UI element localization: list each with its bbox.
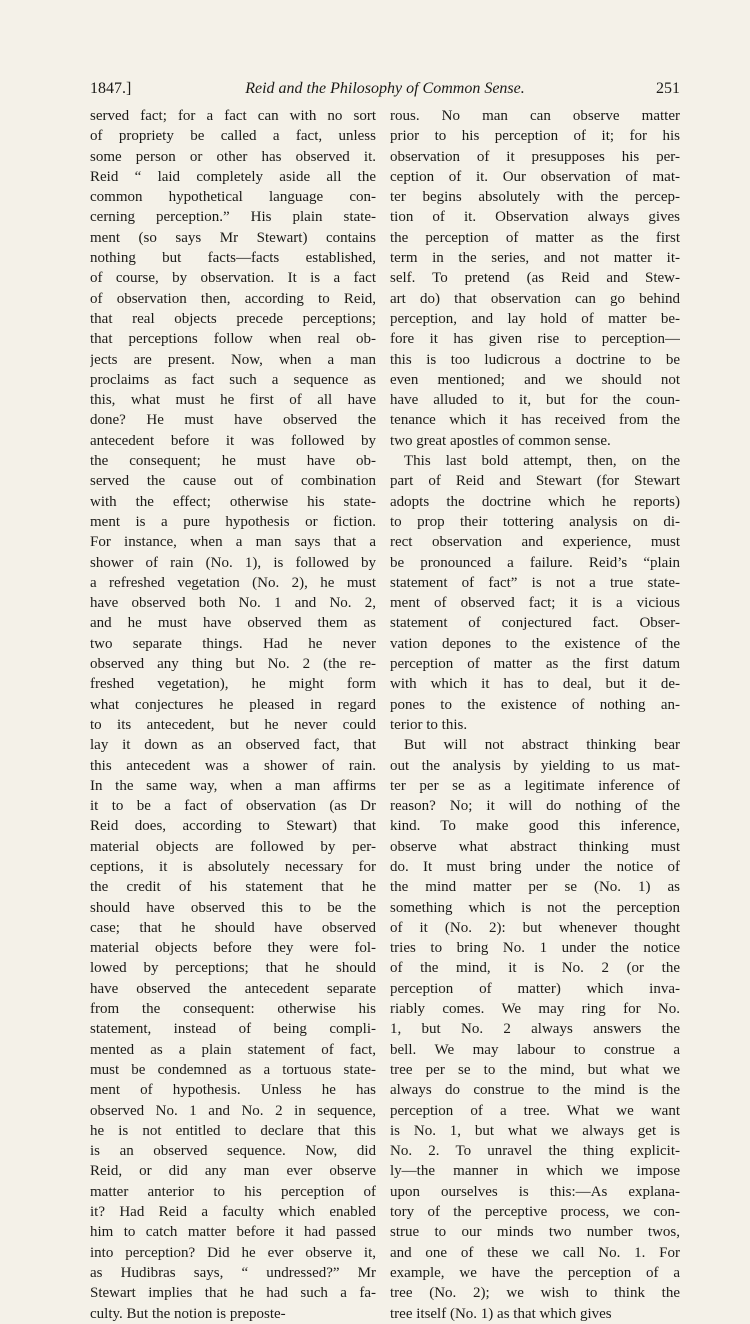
text-line: out the analysis by yielding to us mat- [390, 757, 680, 774]
text-line: shower of rain (No. 1), is followed by [90, 554, 376, 571]
text-line: must be condemned as a tortuous state- [90, 1061, 376, 1078]
text-line: tree itself (No. 1) as that which gives [390, 1305, 612, 1322]
text-line: ment (so says Mr Stewart) contains [90, 229, 376, 246]
text-line: what conjectures he pleased in regard [90, 696, 376, 713]
text-line: is an observed sequence. Now, did [90, 1143, 376, 1160]
text-line: freshed vegetation), he might form [90, 676, 376, 693]
text-line: have alluded to it, but for the coun- [390, 392, 680, 409]
text-line: of propriety be called a fact, unless [90, 128, 376, 145]
text-line: it to be a fact of observation (as Dr [90, 798, 376, 815]
text-line: lay it down as an observed fact, that [90, 737, 376, 754]
text-line: even mentioned; and we should not [390, 371, 680, 388]
text-line: But will not abstract thinking bear [404, 737, 680, 754]
header-year: 1847.] [90, 80, 132, 97]
running-head [90, 80, 680, 104]
text-line: with which it has to deal, but it de- [390, 676, 680, 693]
page-number: 251 [656, 80, 680, 97]
text-line: mented as a plain statement of fact, [90, 1041, 376, 1058]
text-line: tree per se to the mind, but what we [390, 1061, 680, 1078]
text-line: two great apostles of common sense. [390, 432, 611, 449]
text-line: statement, instead of being compli- [90, 1021, 376, 1038]
text-line: of the mind, it is No. 2 (or the [390, 960, 680, 977]
text-line: observed any thing but No. 2 (the re- [90, 656, 376, 673]
text-line: do. It must bring under the notice of [390, 858, 680, 875]
text-line: matter anterior to his perception of [90, 1183, 376, 1200]
text-line: served fact; for a fact can with no sort [90, 108, 376, 124]
text-line: This last bold attempt, then, on the [404, 453, 680, 470]
text-line: to prop their tottering analysis on di- [390, 513, 680, 530]
text-line: Stewart implies that he had such a fa- [90, 1285, 376, 1302]
text-line: Reid does, according to Stewart) that [90, 818, 376, 835]
text-line: bell. We may labour to construe a [390, 1041, 680, 1058]
text-line: have observed the antecedent separate [90, 980, 376, 997]
text-line: lowed by perceptions; that he should [90, 960, 376, 977]
text-line: is No. 1, but what we always get is [390, 1122, 680, 1139]
header-title: Reid and the Philosophy of Common Sense. [245, 80, 525, 97]
text-line: strue to our minds two number twos, [390, 1224, 680, 1241]
text-line: this antecedent was a shower of rain. [90, 757, 376, 774]
text-line: served the cause out of combination [90, 473, 376, 490]
text-line: a refreshed vegetation (No. 2), he must [90, 574, 376, 591]
text-line: observed No. 1 and No. 2 in sequence, [90, 1102, 376, 1119]
text-line: some person or other has observed it. [90, 148, 376, 165]
text-line: Reid “ laid completely aside all the [90, 168, 376, 185]
left-column [90, 106, 376, 1324]
text-line: jects are present. Now, when a man [90, 351, 376, 368]
text-line: nothing but facts—facts established, [90, 250, 376, 267]
text-line: pones to the existence of nothing an- [390, 696, 680, 713]
text-line: ter begins absolutely with the percep- [390, 189, 680, 206]
text-line: fore it has given rise to perception— [390, 331, 680, 348]
text-line: of course, by observation. It is a fact [90, 270, 376, 287]
text-line: riably comes. We may ring for No. [390, 1001, 680, 1018]
text-line: No. 2. To unravel the thing explicit- [390, 1143, 680, 1160]
text-line: terior to this. [390, 716, 468, 733]
text-line: that real objects precede perceptions; [90, 310, 376, 327]
text-line: upon ourselves is this:—As explana- [390, 1183, 680, 1200]
text-line: the mind matter per se (No. 1) as [390, 879, 680, 896]
text-line: observation of it presupposes his per- [390, 148, 680, 165]
text-line: ment is a pure hypothesis or fiction. [90, 513, 376, 530]
text-line: tenance which it has received from the [390, 412, 680, 429]
text-line: vation depones to the existence of the [390, 635, 680, 652]
text-line: that perceptions follow when real ob- [90, 331, 376, 348]
text-line: this, what must he first of all have [90, 392, 376, 409]
text-line: to its antecedent, but he never could [90, 716, 376, 733]
text-line: and he must have observed them as [90, 615, 376, 632]
text-line: statement of fact” is not a true state- [390, 574, 680, 591]
text-line: tries to bring No. 1 under the notice [390, 940, 680, 957]
text-line: perception of a tree. What we want [390, 1102, 680, 1119]
text-line: rect observation and experience, must [390, 534, 680, 551]
text-line: something which is not the perception [390, 899, 680, 916]
text-line: term in the series, and not matter it- [390, 250, 680, 267]
text-line: part of Reid and Stewart (for Stewart [390, 473, 680, 490]
text-line: of observation then, according to Reid, [90, 290, 376, 307]
text-line: rous. No man can observe matter [390, 108, 680, 124]
text-line: kind. To make good this inference, [390, 818, 680, 835]
text-line: ment of hypothesis. Unless he has [90, 1082, 376, 1099]
text-line: adopts the doctrine which he reports) [390, 493, 680, 510]
text-line: reason? No; it will do nothing of the [390, 798, 680, 815]
text-line: be pronounced a failure. Reid’s “plain [390, 554, 680, 571]
text-line: example, we have the perception of a [390, 1264, 680, 1281]
text-line: the perception of matter as the first [390, 229, 680, 246]
text-line: For instance, when a man says that a [90, 534, 376, 551]
text-line: ception of it. Our observation of mat- [390, 168, 680, 185]
text-line: antecedent before it was followed by [90, 432, 376, 449]
text-line: done? He must have observed the [90, 412, 376, 429]
text-line: material objects are followed by per- [90, 838, 376, 855]
text-line: ment of observed fact; it is a vicious [390, 595, 680, 612]
text-line: have observed both No. 1 and No. 2, [90, 595, 376, 612]
text-line: statement of conjectured fact. Obser- [390, 615, 680, 632]
text-line: perception, and lay hold of matter be- [390, 310, 680, 327]
text-line: cerning perception.” His plain state- [90, 209, 376, 226]
text-line: case; that he should have observed [90, 919, 376, 936]
text-line: of it (No. 2): but whenever thought [390, 919, 680, 936]
text-line: self. To pretend (as Reid and Stew- [390, 270, 680, 287]
text-line: it? Had Reid a faculty which enabled [90, 1204, 376, 1221]
text-line: from the consequent: otherwise his [90, 1001, 376, 1018]
text-line: the consequent; he must have ob- [90, 453, 376, 470]
text-line: as Hudibras says, “ undressed?” Mr [90, 1264, 376, 1281]
text-line: perception of matter) which inva- [390, 980, 680, 997]
right-column [390, 106, 680, 1324]
text-line: proclaims as fact such a sequence as [90, 371, 376, 388]
text-line: with the effect; otherwise his state- [90, 493, 376, 510]
text-line: observe what abstract thinking must [390, 838, 680, 855]
text-line: common hypothetical language con- [90, 189, 376, 206]
text-line: always do construe to the mind is the [390, 1082, 680, 1099]
text-line: him to catch matter before it had passed [90, 1224, 376, 1241]
text-line: tree (No. 2); we wish to think the [390, 1285, 680, 1302]
text-line: material objects before they were fol- [90, 940, 376, 957]
text-line: Reid, or did any man ever observe [90, 1163, 376, 1180]
text-line: ly—the manner in which we impose [390, 1163, 680, 1180]
text-line: should have observed this to be the [90, 899, 376, 916]
text-line: tion of it. Observation always gives [390, 209, 680, 226]
text-line: ter per se as a legitimate inference of [390, 777, 680, 794]
text-line: 1, but No. 2 always answers the [390, 1021, 680, 1038]
text-line: art do) that observation can go behind [390, 290, 680, 307]
text-line: he is not entitled to declare that this [90, 1122, 376, 1139]
text-line: into perception? Did he ever observe it, [90, 1244, 376, 1261]
text-line: this is too ludicrous a doctrine to be [390, 351, 680, 368]
text-line: perception of matter as the first datum [390, 656, 680, 673]
text-line: ceptions, it is absolutely necessary for [90, 858, 376, 875]
text-line: tory of the perceptive process, we con- [390, 1204, 680, 1221]
text-line: culty. But the notion is preposte- [90, 1305, 286, 1322]
text-line: and one of these we call No. 1. For [390, 1244, 680, 1261]
text-line: In the same way, when a man affirms [90, 777, 376, 794]
text-line: two separate things. Had he never [90, 635, 376, 652]
text-line: the credit of his statement that he [90, 879, 376, 896]
text-line: prior to his perception of it; for his [390, 128, 680, 145]
